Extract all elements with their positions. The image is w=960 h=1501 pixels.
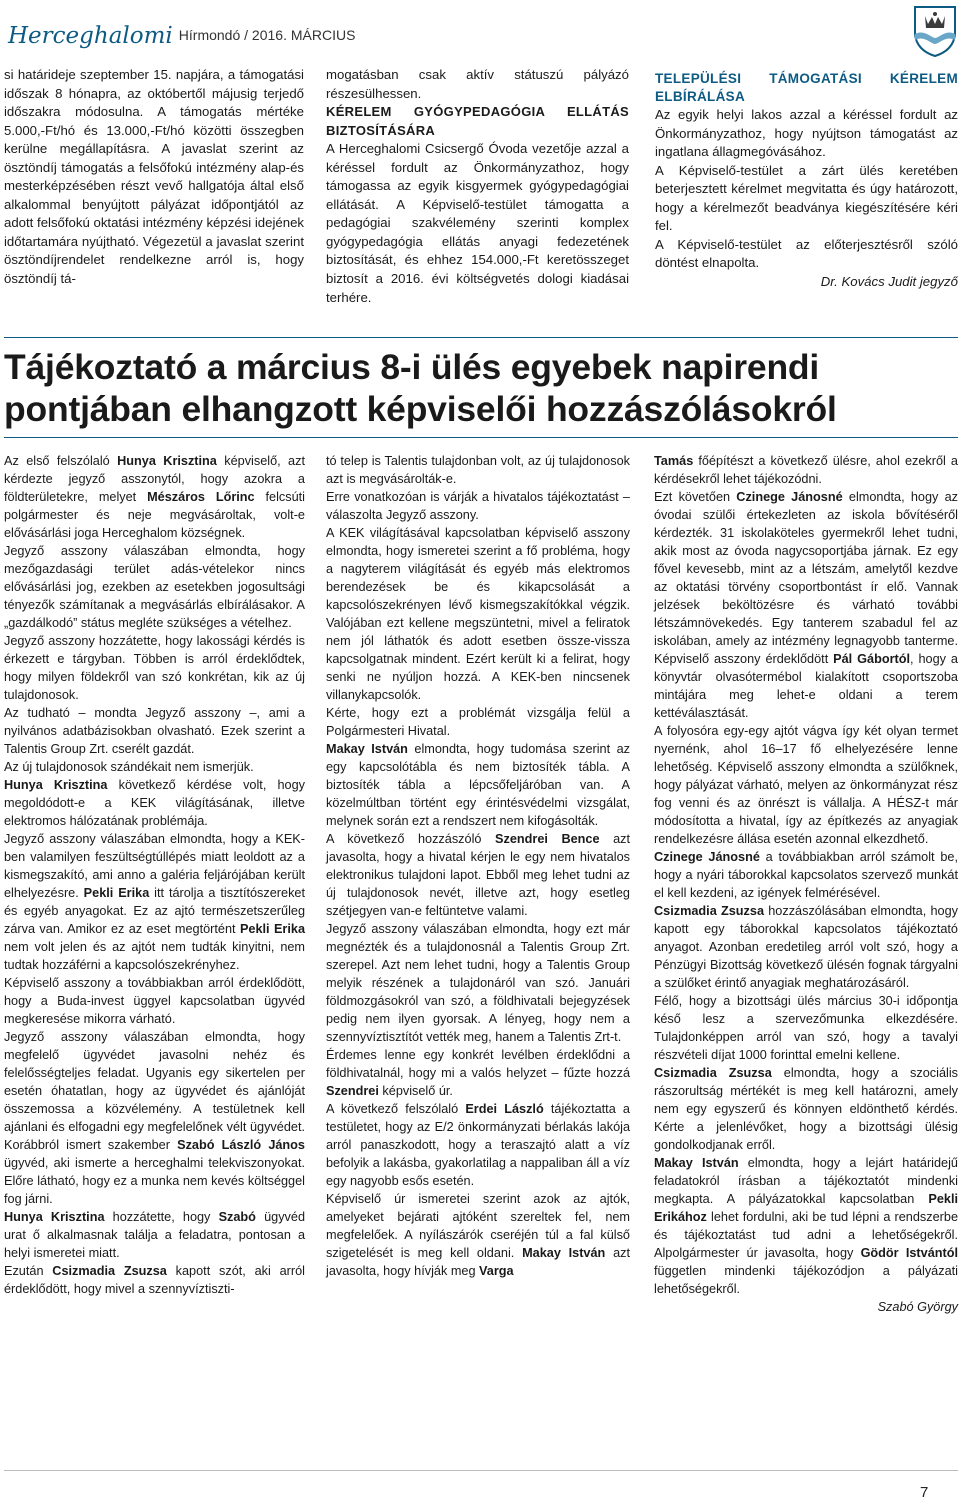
paragraph: Képviselő asszony a továbbiakban arról érdeklődött, hogy a Buda-invest üggyel kapcsolatban ügyvéd megkeresése mikorra várható. (4, 976, 305, 1026)
paragraph: Jegyző asszony válaszában elmondta, hogy megfelelő ügyvédet javasolni nehéz és felelősségteljes feladat. Ugyanis egy sikertelen per esetén óhatatlan, hogy az ügyvédet és ajánlóját összemossa a közvélemény. A testületnek kell ajánlani és elfogadni egy megfelelőnek vélt ügyvédet. Korábbról ismert szakember Szabó László János ügyvéd, aki ismerte a herceghalmi telekviszonyokat. Előre látható, hogy ez a munka nem kevés költséggel fog járni. (4, 1030, 305, 1206)
top-column-3 (655, 70, 958, 291)
paragraph: Az egyik helyi lakos azzal a kéréssel fordult az Önkormányzathoz, hogy nyújtson támogatást az ingatlana állagmegóvásához. (655, 107, 958, 160)
page-header (0, 0, 960, 62)
paragraph: si határideje szeptember 15. napjára, a támogatási időszak 8 hónapra, az októbertől májusig terjedő időszakra módosulna. A támogatás mértéke 5.000,-Ft/hó és 13.000,-Ft/hó közötti összegben kerülne megállapításra. A javaslat szerint az ösztöndíj támogatás a felsőfokú intézmény alap-és mesterképzésében részt vevő hallgatója által első alkalommal benyújtott pályázat időpontjától az adott felsőfokú oktatási intézmény képzési idejének időtartamára nyújtható. Végezetül a javaslat szerint ösztöndíjrendelet rendelkezne arról is, hogy ösztöndíj tá- (4, 67, 304, 287)
top-column-1 (4, 66, 304, 289)
article-headline: Tájékoztató a március 8-i ülés egyebek napirendi pontjában elhangzott képviselői hozzászólásokról (4, 347, 837, 429)
paragraph: Csizmadia Zsuzsa hozzászólásában elmondta, hogy kapott egy táborokkal kapcsolatos tájékoztató anyagot. Azonban eredetileg arról volt szó, hogy a Pénzügyi Bizottság következő ülésén fognak tárgyalni a szülőket érintő anyagiak meghatározásáról. (654, 904, 958, 990)
paragraph: Jegyző asszony hozzátette, hogy lakossági kérdés is érkezett e tárgyban. Többen is arról érdeklődtek, hogy milyen földekről van szó konkrétan, kik az új tulajdonosok. (4, 634, 305, 702)
divider (4, 437, 958, 438)
paragraph: A folyosóra egy-egy ajtót vágva így két olyan termet nyernénk, ahol 16–17 fő elhelyezésére lenne lehetőség. Képviselő asszony elmondta a szülőknek, hogy pályázat várható, melyen az önkormányzat rész fog venni és az önrészt is vállalja. A HÉSZ-t már módosította a hivatal, így az építkezés az anyagiak rendelkezésre állása esetén azonnal elkezdhető. (654, 724, 958, 846)
article-column-1 (4, 452, 305, 1298)
paragraph: A következő hozzászóló Szendrei Bence azt javasolta, hogy a hivatal kérjen le egy nem hivatalos elektronikus tulajdoni lapot. Ebből meg lehet tudni az új tulajdonosok nevét, illetve azt, hogy esetleg szétjegyen van-e feltüntetve valami. (326, 832, 631, 918)
paragraph: Jegyző asszony válaszában elmondta, hogy mezőgazdasági terület adás-vételekor nincs elővásárlási jog, ezekben az esetekben jogosultsági tényezők számítanak a megvásárlás elbírálásakor. A „gazdálkodó” státus megléte szükséges a vételhez. (4, 544, 305, 630)
paragraph: Csizmadia Zsuzsa elmondta, hogy a szociális rászorultság mértékét is meg kell határozni, amely nem egy egyszerű és könnyen eldönthető kérdés. Kérte a jelenlévőket, hogy a bizottsági ülésig gondolkodjanak erről. (654, 1066, 958, 1152)
paragraph: Hunya Krisztina következő kérdése volt, hogy megoldódott-e a KEK világításának, illetve elektromos hálózatának problémája. (4, 778, 305, 828)
paragraph: Az új tulajdonosok szándékait nem ismerjük. (4, 760, 254, 774)
paragraph: Ezután Csizmadia Zsuzsa kapott szót, aki arról érdeklődött, hogy mivel a szennyvíztiszti- (4, 1264, 305, 1296)
paragraph: Ezt követően Czinege Jánosné elmondta, hogy az óvodai szülői értekezleten az iskola bővítéséről kérdezték. 31 iskolaköteles gyermekről lehet tudni, akik most az óvoda nagycsoportjába járnak. Ez egy fővel kevesebb, mint az a létszám, amelytől kezdve az oktatási törvény csoportbontást ír elő. Vannak jelzések beköltözésre és várható további létszámnövekedés. Egy tanterem szabadul fel az iskolában, amely az intézmény legnagyobb tanterme. Képviselő asszony érdeklődött Pál Gábortól, hogy a könyvtár olvasótermébol kialakított csoportszoba mintájára meg lehet-e oldani a terem kettéválasztását. (654, 490, 958, 720)
masthead (8, 22, 355, 49)
page-number: 7 (920, 1484, 929, 1501)
paragraph: Czinege Jánosné a továbbiakban arról számolt be, hogy a nyári táborokkal kapcsolatos szervező munkát el kell kezdeni, az igények felmérésével. (654, 850, 958, 900)
paragraph: Tamás főépítészt a következő ülésre, ahol ezekről a kérdésekről lehet tájékozódni. (654, 454, 958, 486)
paragraph: Érdemes lenne egy konkrét levélben érdeklődni a földhivatalnál, hogy mi a valós helyzet – fűzte hozzá Szendrei képviselő úr. (326, 1048, 630, 1098)
paragraph: Az első felszólaló Hunya Krisztina képviselő, azt kérdezte jegyző asszonytól, hogy azokra a földterületekre, melyet Mészáros Lőrinc felcsúti polgármester és neje megvásároltak, volt-e elővásárlási joga Herceghalom községnek. (4, 454, 306, 540)
paragraph: Makay István elmondta, hogy tudomása szerint az egy kapcsolótábla és nem biztosíték tábla. A biztosíték tábla a lépcsőfeljáróban van. A közelmúltban történt egy érintésvédelmi vizsgálat, melynek során ezt a rendszert nem kifogásolták. (326, 742, 630, 828)
signature: Szabó György (877, 1300, 958, 1314)
section-heading: KÉRELEM GYÓGYPEDAGÓGIA ELLÁTÁS BIZTOSÍTÁSÁRA (326, 104, 629, 138)
top-column-2 (326, 66, 629, 307)
coat-of-arms-icon (912, 4, 958, 58)
paragraph: Képviselő úr ismeretei szerint azok az ajtók, amelyeket bejárati ajtóként szereltek fel, nem megfelelőek. A nyílászárók cseréjén túl a fal külső szigetelését is meg kell oldani. Makay István azt javasolta, hogy hívják meg Varga (326, 1192, 630, 1278)
divider (4, 337, 958, 338)
paragraph: A Képviselő-testület a zárt ülés keretében beterjesztett kérelmet megvitatta és úgy határozott, hogy a kérelmezőt beadványa kiegészítésére kéri fel. (655, 162, 958, 234)
signature: Dr. Kovács Judit jegyző (820, 273, 958, 289)
paragraph: mogatásban csak aktív státuszú pályázó részesülhessen. (326, 67, 629, 101)
paragraph: Makay István elmondta, hogy a lejárt határidejű feladatokról írásban a tájékoztatót mindenki megkapta. A pályázatokkal kapcsolatban Pekli Erikához lehet fordulni, aki be tud lépni a rendszerbe és tájékoztatást tud adni a lehetőségekről. Alpolgármester úr javasolta, hogy Gödör Istvántól független mindenki tájékozódjon a pályázati lehetőségekről. (654, 1156, 958, 1296)
paragraph: Kérte, hogy ezt a problémát vizsgálja felül a Polgármesteri Hivatal. (326, 706, 630, 738)
paragraph: Jegyző asszony válaszában elmondta, hogy a KEK-ben valamilyen feszültségtúllépés miatt leoldott az a kismegszakító, ami anno a galéria feljárójában került elhelyezésre. Pekli Erika itt tárolja a tisztítószereket és egyéb anyagokat. Ez az ajtó természetszerűleg zárva van. Amikor ez az eset megtörtént Pekli Erika nem volt jelen és az ajtót nem tudták kinyitni, nem tudtak hozzáférni a kapcsolószekrényhez. (4, 832, 306, 972)
paragraph: A Képviselő-testület az előterjesztésről szóló döntést elnapolta. (655, 236, 958, 271)
paragraph: Félő, hogy a bizottsági ülés március 30-i időpontja késő lesz a szervezőmunka elkezdésére. Tulajdonképpen arról van szó, hogy a tavalyi részvételi díjat 1000 forinttal emelni kellene. (654, 994, 958, 1062)
footer-rule (4, 1470, 958, 1471)
paragraph: Az tudható – mondta Jegyző asszony –, ami a nyilvános adatbázisokban olvasható. Ezek szerint a Talentis Group Zrt. cserélt gazdát. (4, 706, 305, 756)
paragraph: A KEK világításával kapcsolatban képviselő asszony elmondta, hogy ismeretei szerint a fő probléma, hogy a nagyterem világítását és egyéb más elektromos berendezések be és kikapcsolását a kapcsolószekrényen lévő kismegszakítókkal végzik. Valójában ezt kellene megszüntetni, mivel a feliratok nem jól láthatók és adott esetben össze-vissza kapcsolgatnak mindent. Ezért került ki a felirat, hogy senki ne nyúljon hozzá. A KEK-ben nincsenek villanykapcsolók. (326, 526, 630, 702)
paragraph: Hunya Krisztina hozzátette, hogy Szabó ügyvéd urat ő alkalmasnak találja a feladatra, pontosan a helyi ismeretei miatt. (4, 1210, 306, 1260)
paragraph: tó telep is Talentis tulajdonban volt, az új tulajdonosok azt is megvásárolták-e. (326, 454, 630, 486)
masthead-brand: Herceghalomi (8, 23, 173, 49)
paragraph: A Herceghalomi Csicsergő Óvoda vezetője azzal a kéréssel fordult az Önkormányzathoz, hogy támogassa az egyik kisgyermek gyógypedagógiai ellátását. A Képviselő-testület támogatta a pedagógiai szakvélemény szerinti komplex gyógypedagógia ellátás anyagi fedezetének biztosítását, és ehhez 154.000,-Ft keretösszeget biztosít a 2016. évi költségvetés dologi kiadásai terhére. (326, 141, 629, 305)
article-column-2 (326, 452, 630, 1280)
paragraph: Jegyző asszony válaszában elmondta, hogy ezt már megnézték és a tulajdonosnál a Talentis Group Zrt. szerepel. Azt nem lehet tudni, hogy a Talentis Group melyik részének a tulajdonáról van szó. Januári földmozgásokról van szó, a földhivatali bejegyzések pedig nem ilyen gyorsak. A lényeg, hogy nem a szennyvíztisztítót vették meg, hanem a Talentis Zrt-t. (326, 922, 630, 1044)
masthead-issue: Hírmondó / 2016. MÁRCIUS (178, 27, 356, 43)
section-heading: TELEPÜLÉSI TÁMOGATÁSI KÉRELEM ELBÍRÁLÁSA (655, 71, 958, 104)
paragraph: A következő felszólaló Erdei László tájékoztatta a testületet, hogy az E/2 önkormányzati bérlakás lakója arról panaszkodott, hogy a teraszajtó alatt a víz befolyik a lakásba, gyakorlatilag a nappaliban áll a víz egy nagyobb esős esetén. (326, 1102, 630, 1188)
paragraph: Erre vonatkozóan is várják a hivatalos tájékoztatást – válaszolta Jegyző asszony. (326, 490, 630, 522)
article-column-3 (654, 452, 958, 1316)
